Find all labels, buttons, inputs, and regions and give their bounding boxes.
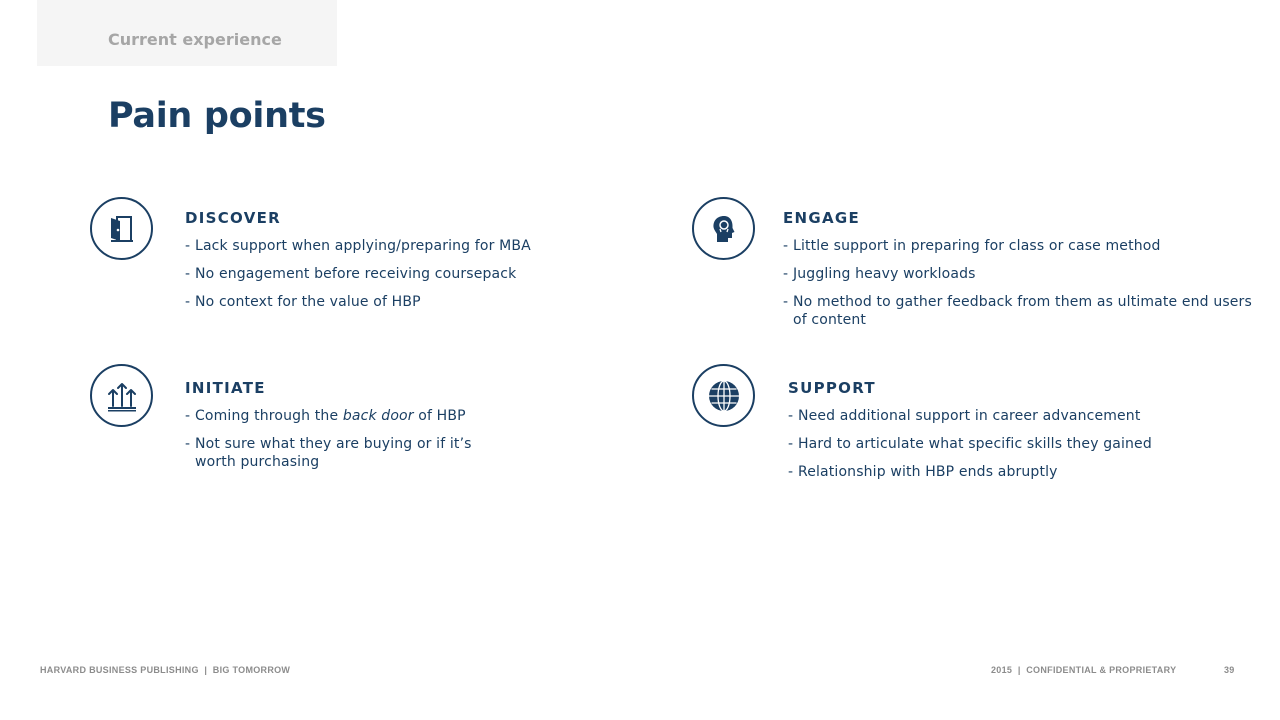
list-item: - Little support in preparing for class or case method bbox=[783, 238, 1161, 254]
support-block bbox=[788, 379, 1248, 491]
engage-list bbox=[783, 237, 1253, 329]
engage-block bbox=[783, 209, 1253, 339]
list-item: - No context for the value of HBP bbox=[185, 294, 421, 310]
globe-icon bbox=[692, 364, 755, 427]
initiate-list bbox=[185, 407, 515, 471]
list-item: - Coming through the back door of HBP bbox=[185, 408, 466, 424]
support-heading: SUPPORT bbox=[788, 379, 876, 397]
engage-heading: ENGAGE bbox=[783, 209, 861, 227]
list-item: - No engagement before receiving coursepack bbox=[185, 266, 517, 282]
initiate-heading: INITIATE bbox=[185, 379, 266, 397]
page-title: Pain points bbox=[108, 96, 326, 136]
discover-list bbox=[185, 237, 605, 311]
list-item: - No method to gather feedback from them as ultimate end users of content bbox=[783, 294, 1252, 328]
page-number: 39 bbox=[1224, 665, 1235, 675]
support-list bbox=[788, 407, 1248, 481]
list-item: - Lack support when applying/preparing for MBA bbox=[185, 238, 531, 254]
discover-heading: DISCOVER bbox=[185, 209, 281, 227]
upload-arrows-icon bbox=[90, 364, 153, 427]
footer-publisher: HARVARD BUSINESS PUBLISHING | BIG TOMORROW bbox=[40, 665, 291, 675]
initiate-block bbox=[185, 379, 515, 481]
list-item: - Need additional support in career advancement bbox=[788, 408, 1141, 424]
list-item: - Relationship with HBP ends abruptly bbox=[788, 464, 1058, 480]
head-icon bbox=[692, 197, 755, 260]
list-item: - Juggling heavy workloads bbox=[783, 266, 976, 282]
list-item: - Not sure what they are buying or if it’s worth purchasing bbox=[185, 436, 472, 470]
section-label: Current experience bbox=[108, 30, 282, 49]
footer-confidential: 2015 | CONFIDENTIAL & PROPRIETARY bbox=[991, 665, 1177, 675]
list-item: - Hard to articulate what specific skills they gained bbox=[788, 436, 1152, 452]
door-icon bbox=[90, 197, 153, 260]
section-tab bbox=[37, 0, 337, 66]
discover-block bbox=[185, 209, 605, 321]
